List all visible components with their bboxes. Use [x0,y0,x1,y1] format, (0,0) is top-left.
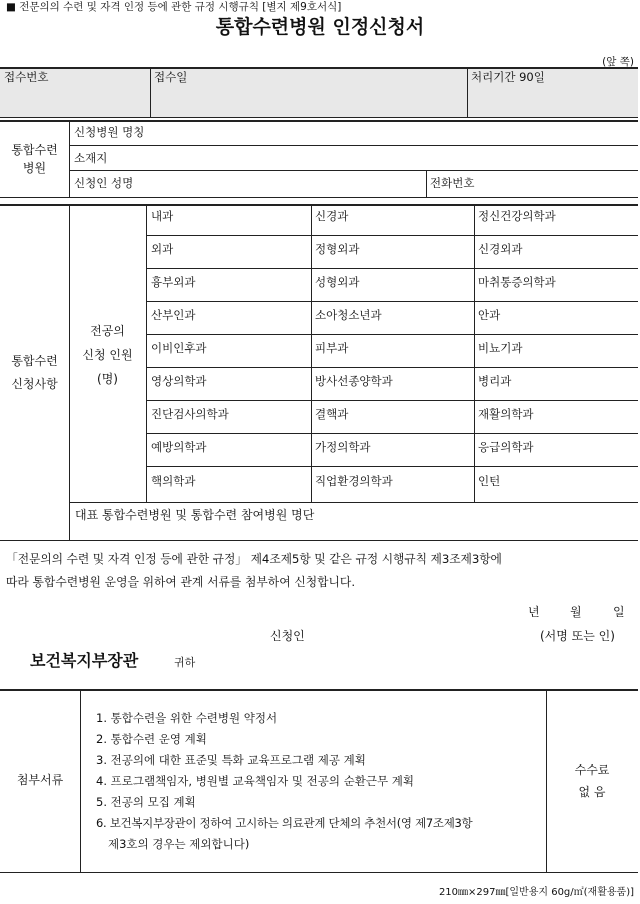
residents-label-3: (명) [97,372,118,386]
fee-value: 없 음 [578,785,606,799]
date-year: 년 [528,605,540,619]
application-section-label-1: 통합수련 [11,354,58,368]
department-cell: 진단검사의학과 [151,407,229,421]
department-cell: 성형외과 [315,275,360,289]
department-cell: 직업환경의학과 [315,474,393,488]
paper-spec: 210㎜×297㎜[일반용지 60g/㎡(재활용품)] [438,887,634,898]
department-cell: 정신건강의학과 [478,209,556,223]
department-cell: 신경외과 [478,242,523,256]
regulation-note: ■ 전문의의 수련 및 자격 인정 등에 관한 규정 시행규칙 [별지 제9호서식] [6,1,342,13]
department-cell: 인턴 [478,474,501,488]
department-cell: 안과 [478,308,501,322]
department-cell: 산부인과 [151,308,196,322]
receipt-date-label: 접수일 [154,70,188,84]
applicant-label: 신청인 [270,629,305,643]
hospital-section-label-2: 병원 [22,161,47,175]
recipient-name: 보건복지부장관 [30,651,139,670]
department-cell: 외과 [151,242,174,256]
residents-label-2: 신청 인원 [82,348,133,362]
recipient-honorific: 귀하 [174,656,196,669]
statement-line-2: 따라 통합수련병원 운영을 위하여 관계 서류를 첨부하여 신청합니다. [6,575,356,589]
department-cell: 마취통증의학과 [478,275,556,289]
attachment-item: 4. 프로그램책임자, 병원별 교육책임자 및 전공의 순환근무 계획 [96,774,414,788]
hospital-address-label: 소재지 [74,151,108,165]
date-month: 월 [570,605,582,619]
applicant-name-label: 신청인 성명 [74,176,134,190]
department-cell: 이비인후과 [151,341,207,355]
application-section-top [0,204,638,206]
department-cell: 정형외과 [315,242,360,256]
signature-label: (서명 또는 인) [540,629,615,643]
department-cell: 예방의학과 [151,440,207,454]
department-cell: 피부과 [315,341,349,355]
hospital-name-label: 신청병원 명칭 [74,125,145,139]
department-cell: 응급의학과 [478,440,534,454]
department-cell: 비뇨기과 [478,341,523,355]
department-cell: 흉부외과 [151,275,196,289]
department-cell: 내과 [151,209,174,223]
residents-label-1: 전공의 [90,324,125,338]
department-cell: 재활의학과 [478,407,534,421]
attachment-item: 6. 보건복지부장관이 정하여 고시하는 의료관계 단체의 추천서(영 제7조제3항 [96,816,473,830]
department-cell: 신경과 [315,209,349,223]
attachment-item: 1. 통합수련을 위한 수련병원 약정서 [96,711,278,725]
attachments-section-top [0,689,638,691]
page-title: 통합수련병원 인정신청서 [215,16,425,38]
attachment-item: 3. 전공의에 대한 표준및 특화 교육프로그램 제공 계획 [96,753,366,767]
receipt-number-label: 접수번호 [4,70,49,84]
attachment-item: 제3호의 경우는 제외합니다) [108,837,250,851]
phone-label: 전화번호 [430,176,475,190]
department-cell: 영상의학과 [151,374,207,388]
fee-label: 수수료 [574,763,610,777]
attachments-label: 첨부서류 [16,773,64,787]
department-cell: 핵의학과 [151,474,196,488]
department-cell: 결핵과 [315,407,349,421]
department-cell: 방사선종양학과 [315,374,393,388]
processing-period-label: 처리기간 90일 [471,70,545,84]
attachment-item: 2. 통합수련 운영 계획 [96,732,207,746]
department-cell: 소아청소년과 [315,308,382,322]
hospital-section-top [0,120,638,122]
hospital-section-label-1: 통합수련 [11,143,58,157]
representative-list-label: 대표 통합수련병원 및 통합수련 참여병원 명단 [75,508,315,522]
application-section-label-2: 신청사항 [11,377,58,391]
date-day: 일 [613,605,625,619]
department-cell: 가정의학과 [315,440,371,454]
attachment-item: 5. 전공의 모집 계획 [96,795,196,809]
department-cell: 병리과 [478,374,512,388]
statement-line-1: 「전문의의 수련 및 자격 인정 등에 관한 규정」 제4조제5항 및 같은 규정 시행규칙 제3조제3항에 [6,552,502,566]
page-side-label: (앞 쪽) [602,56,634,68]
